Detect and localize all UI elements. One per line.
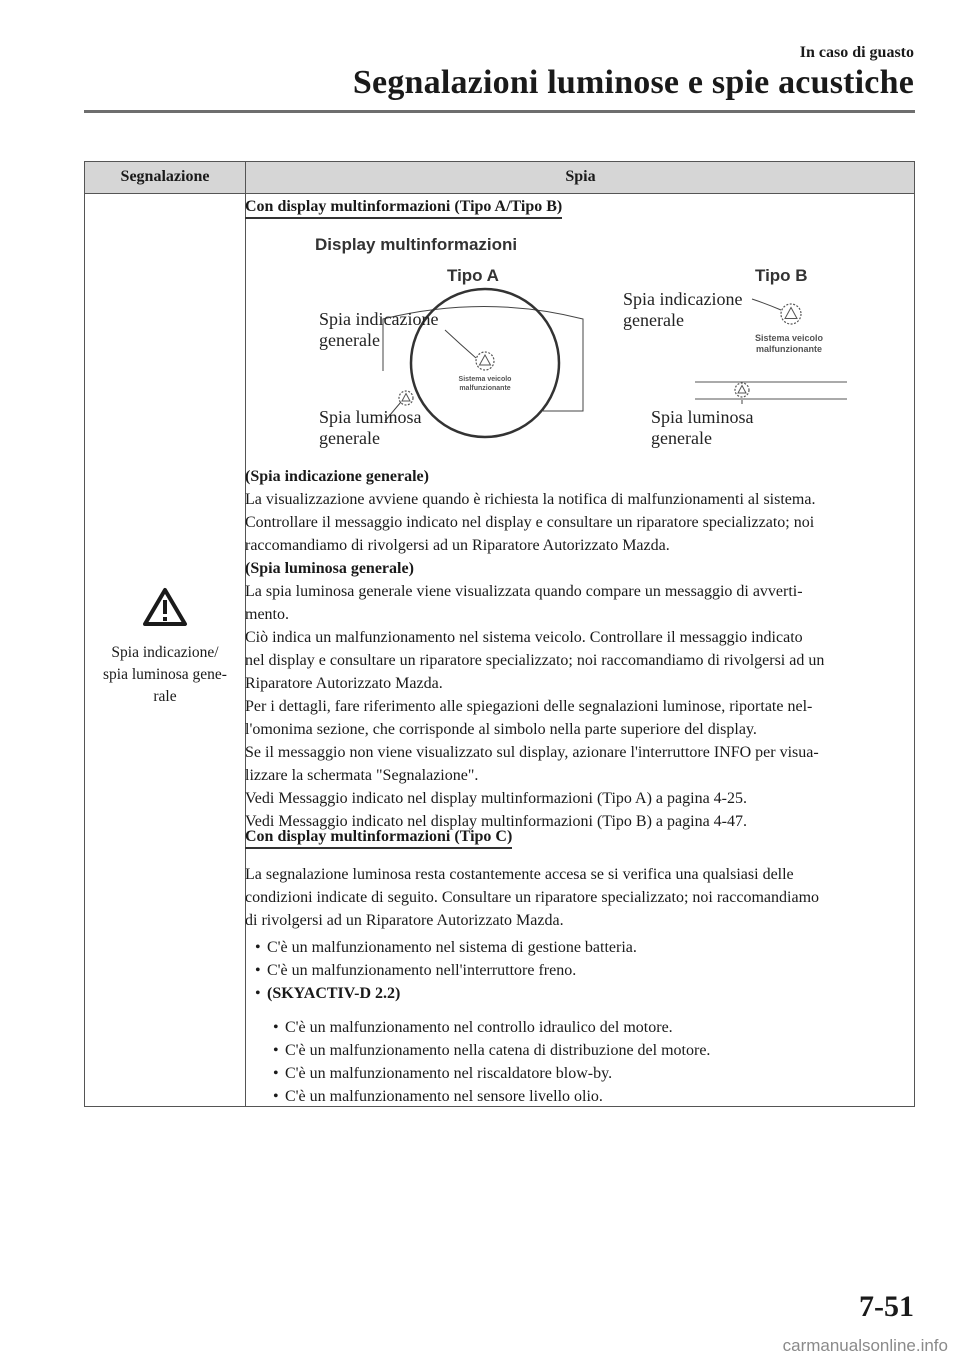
bullet-item: • C'è un malfunzionamento nell'interruttore freno.	[255, 962, 577, 979]
warning-table	[84, 161, 915, 1107]
description-tipo-c	[245, 863, 913, 932]
heading-tipo-c: Con display multinformazioni (Tipo C)	[245, 828, 512, 849]
display-diagram	[305, 234, 865, 464]
tipo-b-indicator-icon	[781, 304, 801, 324]
tipo-b-message-line: malfunzionante	[755, 344, 823, 354]
warning-label	[85, 642, 245, 708]
tipo-b-luminosa-label: Spia luminosa	[651, 407, 754, 427]
tipo-a-indicator-leader	[445, 330, 476, 358]
text-line: di rivolgersi ad un Riparatore Autorizzato Mazda.	[245, 912, 564, 929]
tipo-a-luminosa-label: Spia luminosa	[319, 407, 422, 427]
sub-bullet-text: C'è un malfunzionamento nel controllo idraulico del motore.	[285, 1019, 673, 1036]
description-tipo-ab	[245, 465, 913, 833]
warning-label-line: Spia indicazione/	[111, 644, 219, 661]
sub-bullet-text: C'è un malfunzionamento nel sensore livello olio.	[285, 1088, 603, 1105]
sub-bullet-item: • C'è un malfunzionamento nel controllo idraulico del motore.	[273, 1019, 673, 1036]
text-line: Ciò indica un malfunzionamento nel sistema veicolo. Controllare il messaggio indicato	[245, 629, 803, 646]
text-line: raccomandiamo di rivolgersi ad un Riparatore Autorizzato Mazda.	[245, 537, 670, 554]
bullet-text: C'è un malfunzionamento nell'interruttore freno.	[267, 962, 577, 979]
text-line: Per i dettagli, fare riferimento alle spiegazioni delle segnalazioni luminose, riportate nel-	[245, 698, 813, 715]
warning-label-line: rale	[153, 688, 177, 705]
page-title: Segnalazioni luminose e spie acustiche	[352, 64, 914, 101]
text-line: condizioni indicate di seguito. Consultare un riparatore specializzato; noi raccomandiamo	[245, 889, 820, 906]
label-tipo-b: Tipo B	[755, 266, 808, 285]
tipo-a-luminosa-icon	[399, 391, 413, 405]
bullet-text: (SKYACTIV-D 2.2)	[267, 985, 401, 1002]
text-line: La visualizzazione avviene quando è richiesta la notifica di malfunzionamenti al sistema.	[245, 491, 816, 508]
text-line: Vedi Messaggio indicato nel display multinformazioni (Tipo B) a pagina 4-47.	[245, 813, 747, 830]
text-line: (Spia indicazione generale)	[245, 468, 429, 485]
warning-cell	[85, 587, 245, 708]
text-line: Controllare il messaggio indicato nel display e consultare un riparatore specializzato; noi	[245, 514, 815, 531]
tipo-a-message-line: Sistema veicolo	[458, 376, 512, 383]
watermark: carmanualsonline.info	[782, 1336, 948, 1355]
warning-triangle-icon	[142, 587, 188, 627]
tipo-a-indicator-label: Spia indicazione	[319, 309, 439, 329]
table-header	[85, 162, 914, 194]
tipo-b-indicator-label: generale	[623, 310, 684, 330]
text-line: La spia luminosa generale viene visualizzata quando compare un messaggio di avverti-	[245, 583, 803, 600]
tipo-a-message-line: malfunzionante	[459, 385, 511, 392]
text-line: La segnalazione luminosa resta costantemente accesa se si verifica una qualsiasi delle	[245, 866, 794, 883]
sub-bullet-item: • C'è un malfunzionamento nel sensore livello olio.	[273, 1088, 603, 1105]
sub-bullet-text: C'è un malfunzionamento nella catena di distribuzione del motore.	[285, 1042, 711, 1059]
text-line: Se il messaggio non viene visualizzato sul display, azionare l'interruttore INFO per visua-	[245, 744, 819, 761]
label-tipo-a: Tipo A	[447, 266, 499, 285]
sub-bullet-item: • C'è un malfunzionamento nel riscaldatore blow-by.	[273, 1065, 613, 1082]
tipo-b-message-line: Sistema veicolo	[754, 333, 824, 343]
text-line: (Spia luminosa generale)	[245, 560, 414, 577]
column-header-segnalazione: Segnalazione	[120, 168, 210, 185]
text-line: Vedi Messaggio indicato nel display multinformazioni (Tipo A) a pagina 4-25.	[245, 790, 747, 807]
page-number: 7-51	[859, 1290, 914, 1323]
diagram-title: Display multinformazioni	[315, 235, 518, 254]
tipo-a-indicator-icon	[476, 352, 494, 370]
tipo-a-luminosa-label: generale	[319, 428, 380, 448]
column-header-spia: Spia	[565, 168, 596, 185]
tipo-b-luminosa-label: generale	[651, 428, 712, 448]
sub-bullet-item: • C'è un malfunzionamento nella catena di distribuzione del motore.	[273, 1042, 711, 1059]
tipo-b-indicator-leader	[752, 299, 781, 310]
bullet-item: • C'è un malfunzionamento nel sistema di gestione batteria.	[255, 939, 637, 956]
warning-label-line: spia luminosa gene-	[103, 666, 227, 683]
tipo-a-indicator-label: generale	[319, 330, 380, 350]
sub-bullet-text: C'è un malfunzionamento nel riscaldatore blow-by.	[285, 1065, 613, 1082]
text-line: lizzare la schermata "Segnalazione".	[245, 767, 479, 784]
header-rule	[84, 110, 915, 113]
section-label: In caso di guasto	[799, 44, 914, 61]
bullet-item: • (SKYACTIV-D 2.2)	[255, 985, 401, 1002]
heading-tipo-ab: Con display multinformazioni (Tipo A/Tipo B)	[245, 198, 562, 219]
text-line: Riparatore Autorizzato Mazda.	[245, 675, 443, 692]
text-line: mento.	[245, 606, 289, 623]
tipo-b-luminosa-icon	[735, 383, 749, 397]
bullet-text: C'è un malfunzionamento nel sistema di gestione batteria.	[267, 939, 637, 956]
text-line: l'omonima sezione, che corrisponde al simbolo nella parte superiore del display.	[245, 721, 757, 738]
text-line: nel display e consultare un riparatore specializzato; noi raccomandiamo di rivolgersi ad un	[245, 652, 825, 669]
tipo-b-indicator-label: Spia indicazione	[623, 289, 743, 309]
